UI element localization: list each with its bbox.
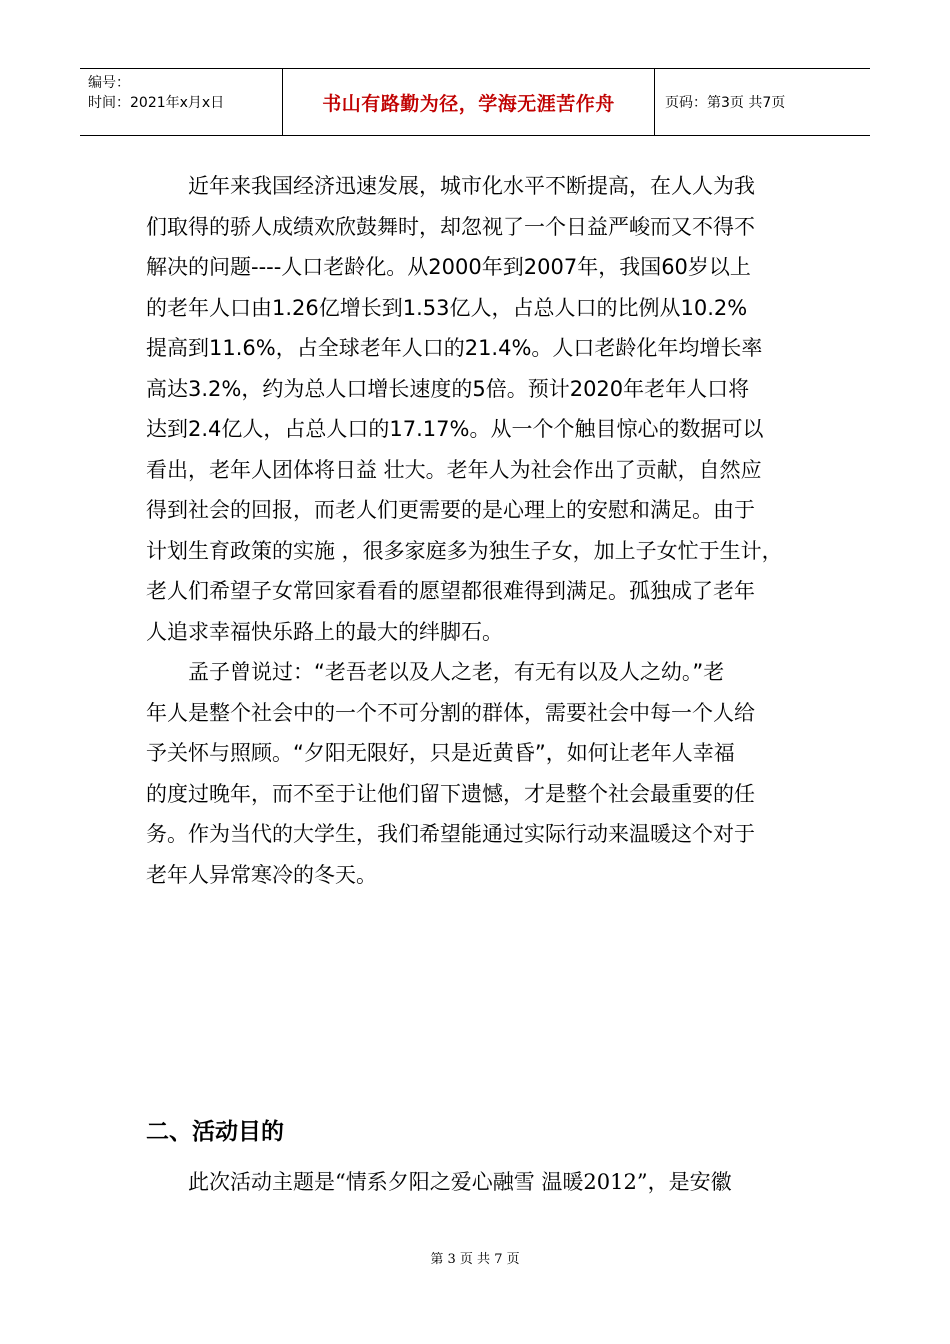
paragraph-mencius-quote [146,652,826,895]
paragraph-line: 近年来我国经济迅速发展，城市化水平不断提高，在人人为我 [188,174,755,198]
paragraph-line: 此次活动主题是“情系夕阳之爱心融雪 温暖2012”，是安徽 [188,1170,732,1194]
paragraph-line: 高达3.2%，约为总人口增长速度的5倍。预计2020年老年人口将 [146,376,750,401]
paragraph-line: 老年人异常寒冷的冬天。 [146,862,377,887]
header-motto: 书山有路勤为径，学海无涯苦作舟 [322,92,615,115]
document-number-label: 编号： [88,75,130,91]
header-page-cell [655,69,870,135]
paragraph-line: 看出，老年人团体将日益 壮大。老年人为社会作出了贡献，自然应 [146,457,762,482]
page-footer [0,1248,950,1267]
paragraph-line: 解决的问题----人口老龄化。从2000年到2007年，我国60岁以上 [146,255,751,279]
section-heading-activity-purpose: 二、活动目的 [146,1119,284,1145]
paragraph-line: 得到社会的回报，而老人们更需要的是心理上的安慰和满足。由于 [146,498,755,522]
section-paragraph [146,1162,826,1202]
header-table [80,68,870,136]
header-meta-cell [80,69,283,135]
paragraph-line: 老人们希望子女常回家看看的愿望都很难得到满足。孤独成了老年 [146,579,755,603]
document-body [146,166,826,895]
paragraph-line: 计划生育政策的实施 ，很多家庭多为独生子女，加上子女忙于生计， [146,538,783,563]
paragraph-line: 达到2.4亿人，占总人口的17.17%。从一个个触目惊心的数据可以 [146,417,764,441]
paragraph-line: 年人是整个社会中的一个不可分割的群体，需要社会中每一个人给 [146,700,755,725]
paragraph-line: 人追求幸福快乐路上的最大的绊脚石。 [146,619,503,644]
paragraph-line: 的老年人口由1.26亿增长到1.53亿人，占总人口的比例从10.2% [146,295,748,320]
paragraph-line: 们取得的骄人成绩欢欣鼓舞时，却忽视了一个日益严峻而又不得不 [146,214,755,239]
document-date-label: 时间：2021年x月x日 [88,95,225,111]
header-page-info: 页码：第3页 共7页 [665,95,786,111]
paragraph-population-aging [146,166,826,652]
paragraph-line: 予关怀与照顾。“夕阳无限好，只是近黄昏”，如何让老年人幸福 [146,741,735,765]
paragraph-line: 的度过晚年，而不至于让他们留下遗憾，才是整个社会最重要的任 [146,781,755,806]
header-motto-cell [283,69,655,135]
paragraph-line: 孟子曾说过：“老吾老以及人之老，有无有以及人之幼。”老 [188,660,725,684]
paragraph-line: 务。作为当代的大学生，我们希望能通过实际行动来温暖这个对于 [146,822,755,846]
footer-page-number: 第 3 页 共 7 页 [430,1252,520,1267]
paragraph-line: 提高到11.6%，占全球老年人口的21.4%。人口老龄化年均增长率 [146,336,763,360]
